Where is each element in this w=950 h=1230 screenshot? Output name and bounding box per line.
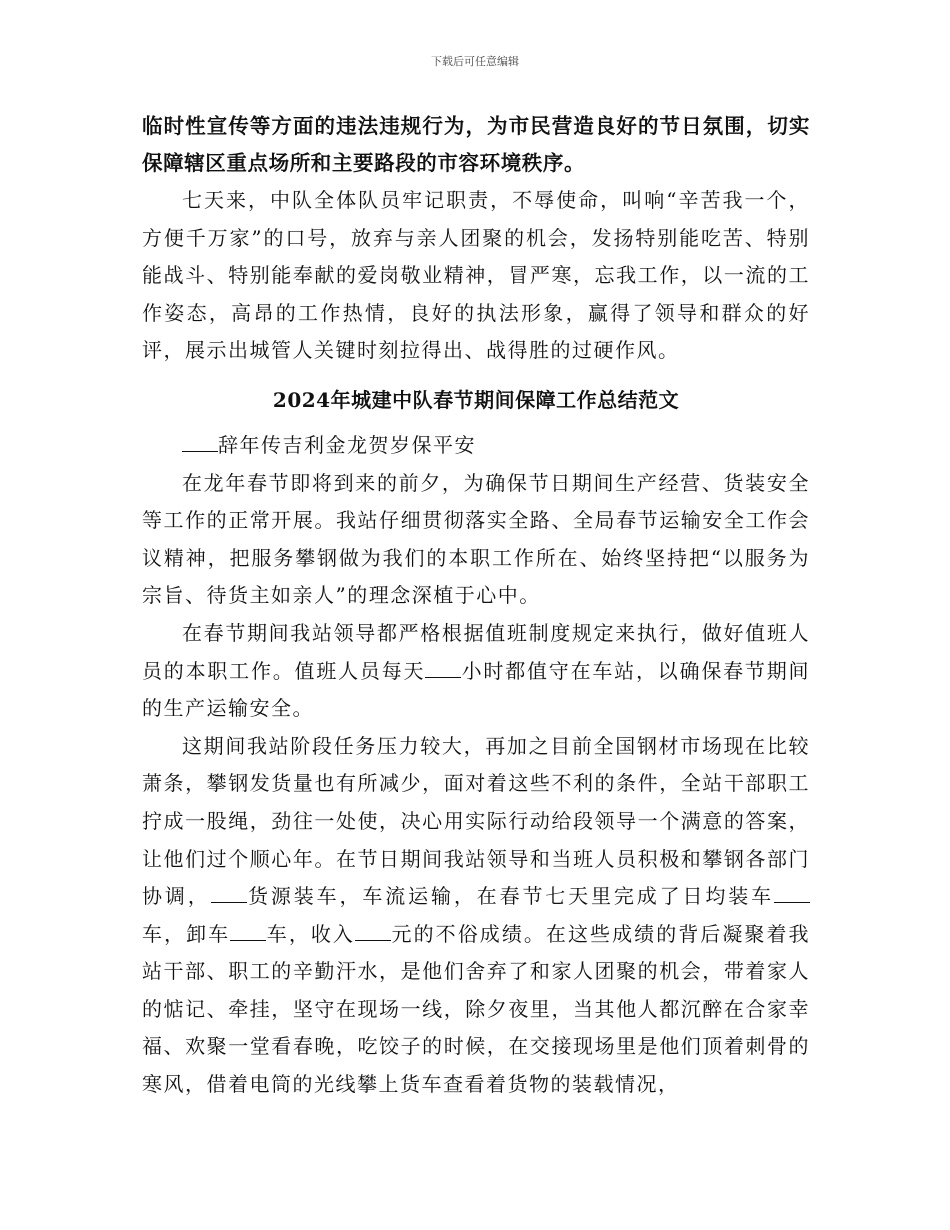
paragraph-work-part2: 货源装车，车流运输，在春节七天里完成了日均装车 xyxy=(246,884,775,909)
paragraph-duty-part1: 在春节期间我站领导都严格根据值班制度规定来执行，做好值班人员的本职工作。值班人员每天 xyxy=(142,620,810,683)
fill-blank xyxy=(774,882,810,903)
paragraph-work-part5: 元的不俗成绩。在这些成绩的背后凝聚着我站干部、职工的辛勤汗水，是他们舍弃了和家人团聚的机会，带着家人的惦记、牵挂，坚守在现场一线，除夕夜里，当其他人都沉醉在合家幸福、欢聚一堂看春晚，吃饺子的时候，在交接现场里是他们顶着刺骨的寒风，借着电筒的光线攀上货车查看着货物的装载情况， xyxy=(142,921,811,1097)
fill-blank xyxy=(230,920,266,941)
paragraph-work xyxy=(142,728,810,1104)
page-header-note: 下载后可任意编辑 xyxy=(431,55,519,68)
fill-blank xyxy=(211,882,247,903)
document-body xyxy=(142,108,810,1104)
paragraph-duty-part2: 小时都值守在车站，以确保春节期间的生产运输安全。 xyxy=(142,658,811,721)
fill-blank xyxy=(425,657,461,678)
paragraph-work-part1: 这期间我站阶段任务压力较大，再加之目前全国钢材市场现在比较萧条，攀钢发货量也有所减少，面对着这些不利的条件，全站干部职工拧成一股绳，劲往一处使，决心用实际行动给段领导一个满意的答案，让他们过个顺心年。在节日期间我站领导和当班人员积极和攀钢各部门协调， xyxy=(142,733,810,909)
paragraph-work-part4: 车，收入 xyxy=(266,921,355,946)
fill-blank xyxy=(182,431,218,452)
subtitle-text: 辞年传吉利金龙贺岁保平安 xyxy=(218,432,476,457)
lead-paragraph: 临时性宣传等方面的违法违规行为，为市民营造良好的节日氛围，切实保障辖区重点场所和主要路段的市容环境秩序。 xyxy=(142,114,810,175)
paragraph-intro: 在龙年春节即将到来的前夕，为确保节日期间生产经营、货装安全等工作的正常开展。我站仔细贯彻落实全路、全局春节运输安全工作会议精神，把服务攀钢做为我们的本职工作所在、始终坚持把“以服务为宗旨、待货主如亲人”的理念深植于心中。 xyxy=(142,470,810,608)
subtitle-line xyxy=(142,427,810,465)
section-title: 2024年城建中队春节期间保障工作总结范文 xyxy=(272,387,680,412)
paragraph-work-part3: 车，卸车 xyxy=(142,921,231,946)
fill-blank xyxy=(355,920,391,941)
paragraph-summary: 七天来，中队全体队员牢记职责，不辱使命，叫响“辛苦我一个，方便千万家”的口号，放弃与亲人团聚的机会，发扬特别能吃苦、特别能战斗、特别能奉献的爱岗敬业精神，冒严寒，忘我工作，以一流的工作姿态，高昂的工作热情，良好的执法形象，赢得了领导和群众的好评，展示出城管人关键时刻拉得出、战得胜的过硬作风。 xyxy=(142,188,810,363)
paragraph-duty xyxy=(142,615,810,728)
